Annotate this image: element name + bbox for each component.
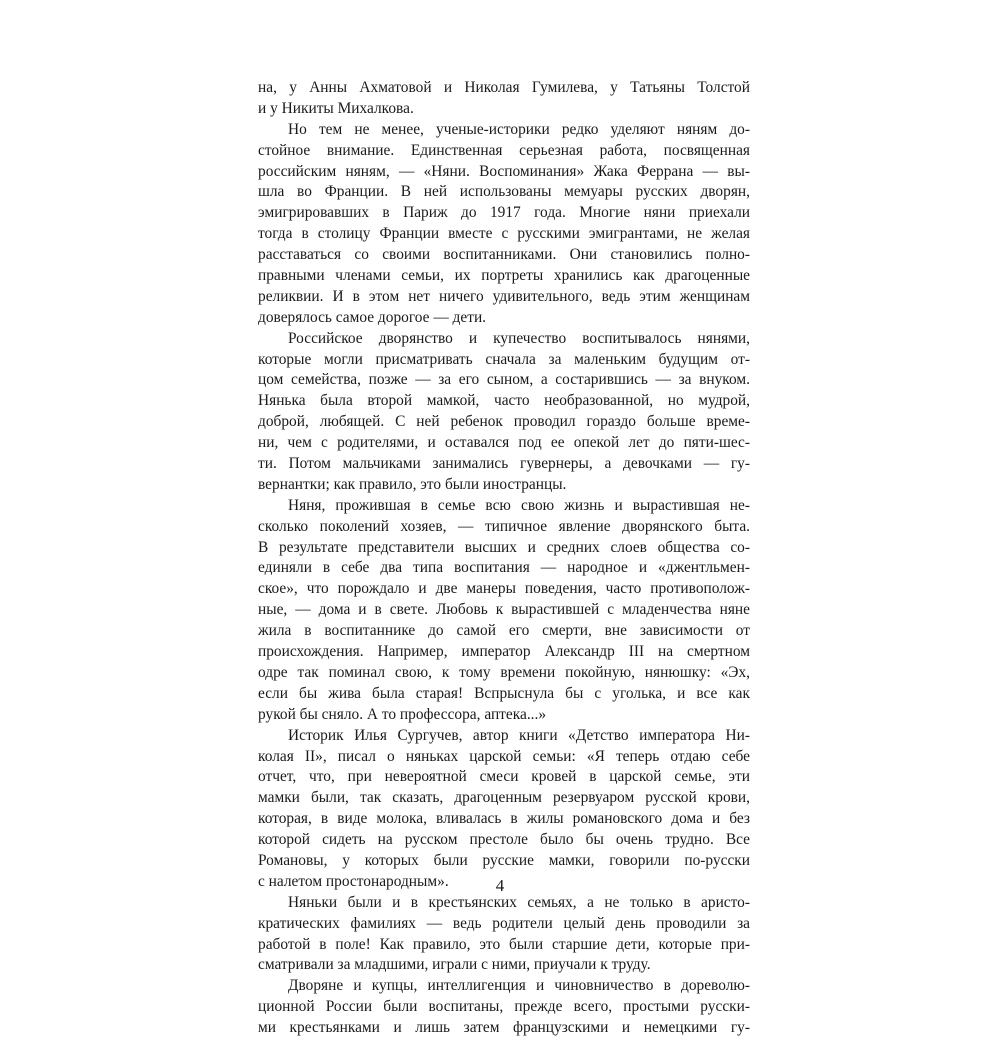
text-line: шла во Франции. В ней использованы мемуары русских дворян,: [258, 183, 750, 201]
text-line: российским няням, — «Няни. Воспоминания» Жака Феррана — вы-: [258, 162, 750, 180]
text-line: если бы жива была старая! Вспрыснула бы с уголька, и все как: [258, 684, 750, 702]
text-line: сматривали за младшими, играли с ними, приучали к труду.: [258, 956, 651, 974]
text-line: отчет, что, при невероятной смеси кровей в царской семье, эти: [258, 768, 750, 786]
text-line: тогда в столицу Франции вместе с русскими эмигрантами, не желая: [258, 225, 750, 243]
text-line: которой сидеть на русском престоле было бы очень трудно. Все: [258, 831, 750, 849]
text-line: ское», что порождало и две манеры поведения, часто противополож-: [258, 580, 750, 598]
text-line: цом семейства, позже — за его сыном, а состарившись — за внуком.: [258, 371, 750, 389]
text-line: Историк Илья Сургучев, автор книги «Детство императора Ни-: [288, 726, 750, 744]
paragraph: [258, 78, 750, 120]
text-line: и у Никиты Михалкова.: [258, 99, 414, 117]
text-line: ные, — дома и в свете. Любовь к вырастившей с младенчества няне: [258, 601, 750, 619]
text-line: единяли в себе два типа воспитания — народное и «джентльмен-: [258, 559, 750, 577]
text-line: которые могли присматривать сначала за маленьким будущим от-: [258, 350, 750, 368]
text-line: рукой бы сняло. А то профессора, аптека...»: [258, 705, 547, 723]
text-line: ми крестьянками и лишь затем французскими и немецкими гу-: [258, 1019, 750, 1037]
text-line: правными членами семьи, их портреты хранились как драгоценные: [258, 267, 750, 285]
text-line: с налетом простонародным».: [258, 872, 449, 890]
text-line: Но тем не менее, ученые-историки редко уделяют няням до-: [288, 120, 750, 138]
text-line: ционной России были воспитаны, прежде всего, простыми русски-: [258, 998, 750, 1016]
text-line: мамки были, так сказать, драгоценным резервуаром русской крови,: [258, 789, 750, 807]
paragraph: [258, 329, 750, 496]
text-line: работой в поле! Как правило, это были старшие дети, которые при-: [258, 935, 750, 953]
text-line: В результате представители высших и средних слоев общества со-: [258, 538, 750, 556]
text-line: Российское дворянство и купечество воспитывалось нянями,: [288, 329, 750, 347]
paragraph: [258, 726, 750, 893]
text-line: доверялось самое дорогое — дети.: [258, 308, 487, 326]
text-line: на, у Анны Ахматовой и Николая Гумилева, у Татьяны Толстой: [258, 79, 750, 96]
text-line: ни, чем с родителями, и оставался под ее опекой лет до пяти-шес-: [258, 434, 750, 452]
paragraph: [258, 496, 750, 726]
text-line: сколько поколений хозяев, — типичное явление дворянского быта.: [258, 517, 750, 535]
paragraph: [258, 976, 750, 1039]
text-line: Дворяне и купцы, интеллигенция и чиновничество в дореволю-: [288, 977, 750, 995]
text-line: эмигрировавших в Париж до 1917 года. Многие няни приехали: [258, 204, 750, 222]
text-line: Нянька была второй мамкой, часто необразованной, но мудрой,: [258, 392, 750, 410]
text-line: ти. Потом мальчиками занимались гувернеры, а девочками — гу-: [258, 455, 750, 473]
text-line: Няня, прожившая в семье всю свою жизнь и вырастившая не-: [288, 496, 750, 514]
text-line: расставаться со своими воспитанниками. Они становились полно-: [258, 246, 750, 264]
paragraph: [258, 120, 750, 329]
text-line: которая, в виде молока, вливалась в жилы романовского дома и без: [258, 810, 750, 828]
text-line: реликвии. И в этом нет ничего удивительного, ведь этим женщинам: [258, 287, 750, 305]
text-line: Няньки были и в крестьянских семьях, а не только в аристо-: [288, 893, 750, 911]
text-line: кратических фамилиях — ведь родители целый день проводили за: [258, 914, 750, 932]
text-line: одре так поминал свою, к тому времени покойную, нянюшку: «Эх,: [258, 663, 750, 681]
text-line: жила в воспитаннике до самой его смерти, вне зависимости от: [258, 622, 750, 640]
paragraph: [258, 893, 750, 977]
text-line: происхождения. Например, император Александр III на смертном: [258, 643, 750, 661]
text-line: вернантки; как правило, это были иностранцы.: [258, 475, 567, 493]
page-number: 4: [495, 876, 505, 895]
text-line: Романовы, у которых были русские мамки, говорили по-русски: [258, 851, 750, 869]
text-line: стойное внимание. Единственная серьезная работа, посвященная: [258, 141, 750, 159]
text-line: доброй, любящей. С ней ребенок проводил гораздо больше време-: [258, 413, 750, 431]
text-line: колая II», писал о няньках царской семьи: «Я теперь отдаю себе: [258, 747, 750, 765]
